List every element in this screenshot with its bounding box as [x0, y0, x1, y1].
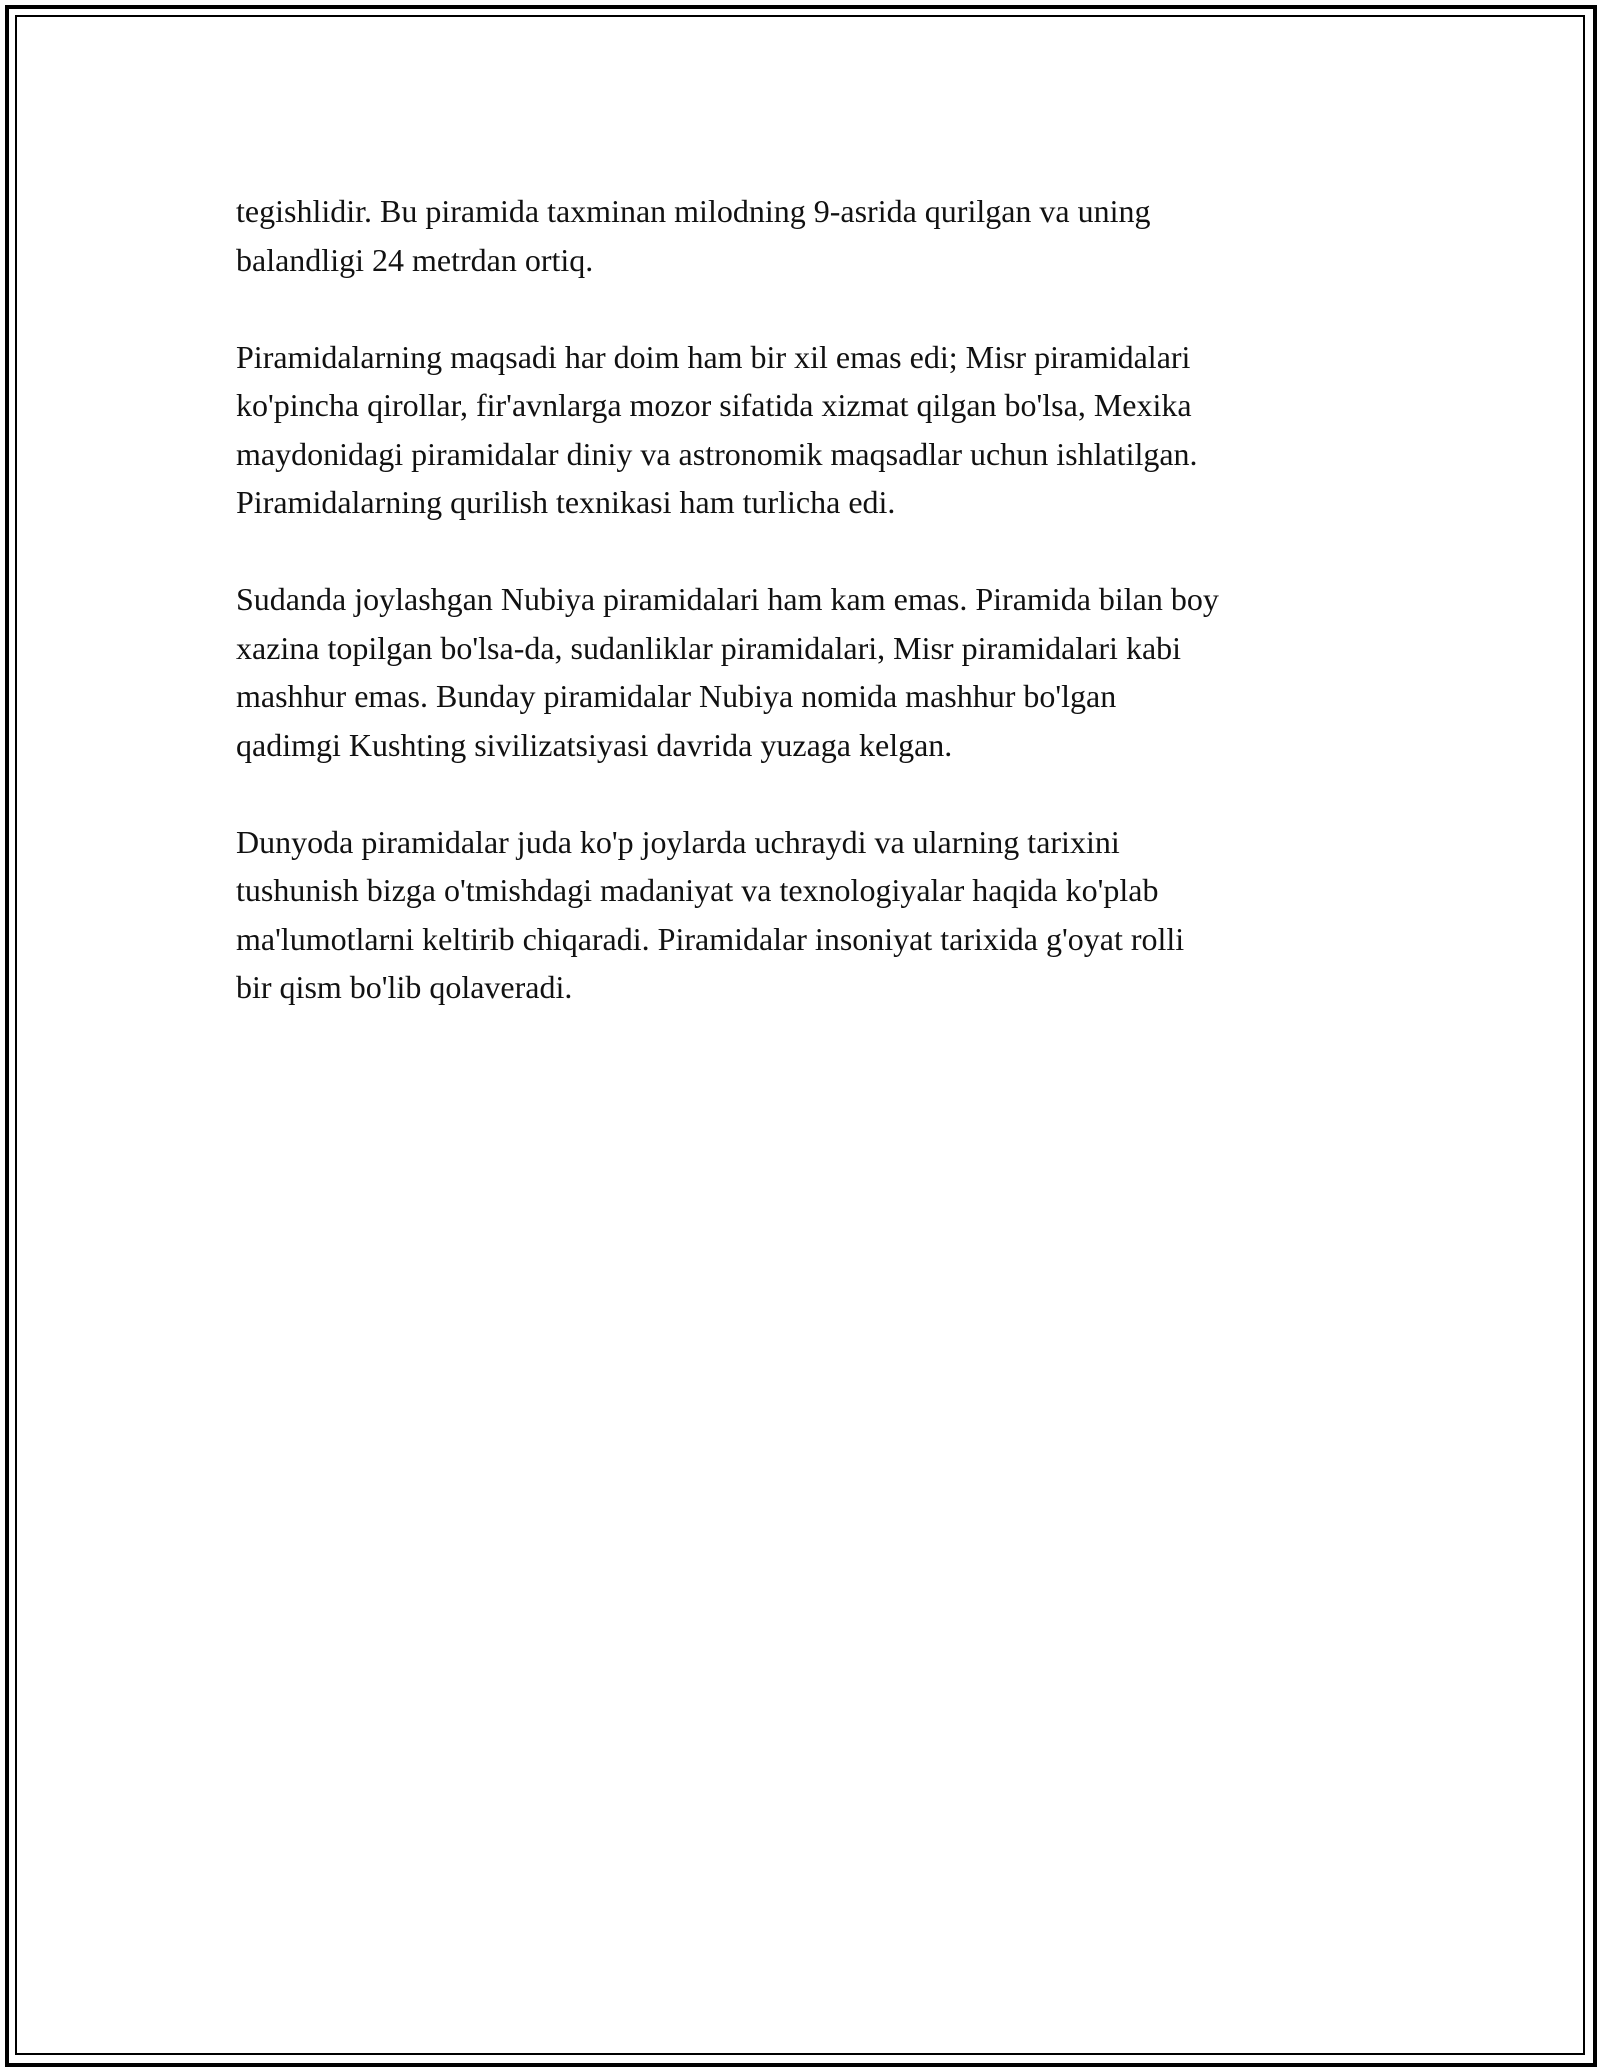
paragraph-1: tegishlidir. Bu piramida taxminan milodning 9-asrida qurilgan va uning balandligi 24 metrdan ortiq.: [236, 193, 1151, 278]
paragraph-2: Piramidalarning maqsadi har doim ham bir xil emas edi; Misr piramidalari ko'pincha qirollar, fir'avnlarga mozor sifatida xizmat qilgan bo'lsa, Mexika maydonidagi piramidalar diniy va astronomik maqsadlar uchun ishlatilgan. Piramidalarning qurilish texnikasi ham turlicha edi.: [236, 338, 1198, 520]
paragraph-3: Sudanda joylashgan Nubiya piramidalari ham kam emas. Piramida bilan boy xazina topilgan bo'lsa-da, sudanliklar piramidalari, Misr piramidalari kabi mashhur emas. Bunday piramidalar Nubiya nomida mashhur bo'lgan qadimgi Kushting sivilizatsiyasi davrida yuzaga kelgan.: [236, 581, 1219, 763]
document-body: [236, 187, 1386, 1060]
paragraph-4: Dunyoda piramidalar juda ko'p joylarda uchraydi va ularning tarixini tushunish bizga o'tmishdagi madaniyat va texnologiyalar haqida ko'plab ma'lumotlarni keltirib chiqaradi. Piramidalar insoniyat tarixida g'oyat rolli bir qism bo'lib qolaveradi.: [236, 823, 1185, 1005]
